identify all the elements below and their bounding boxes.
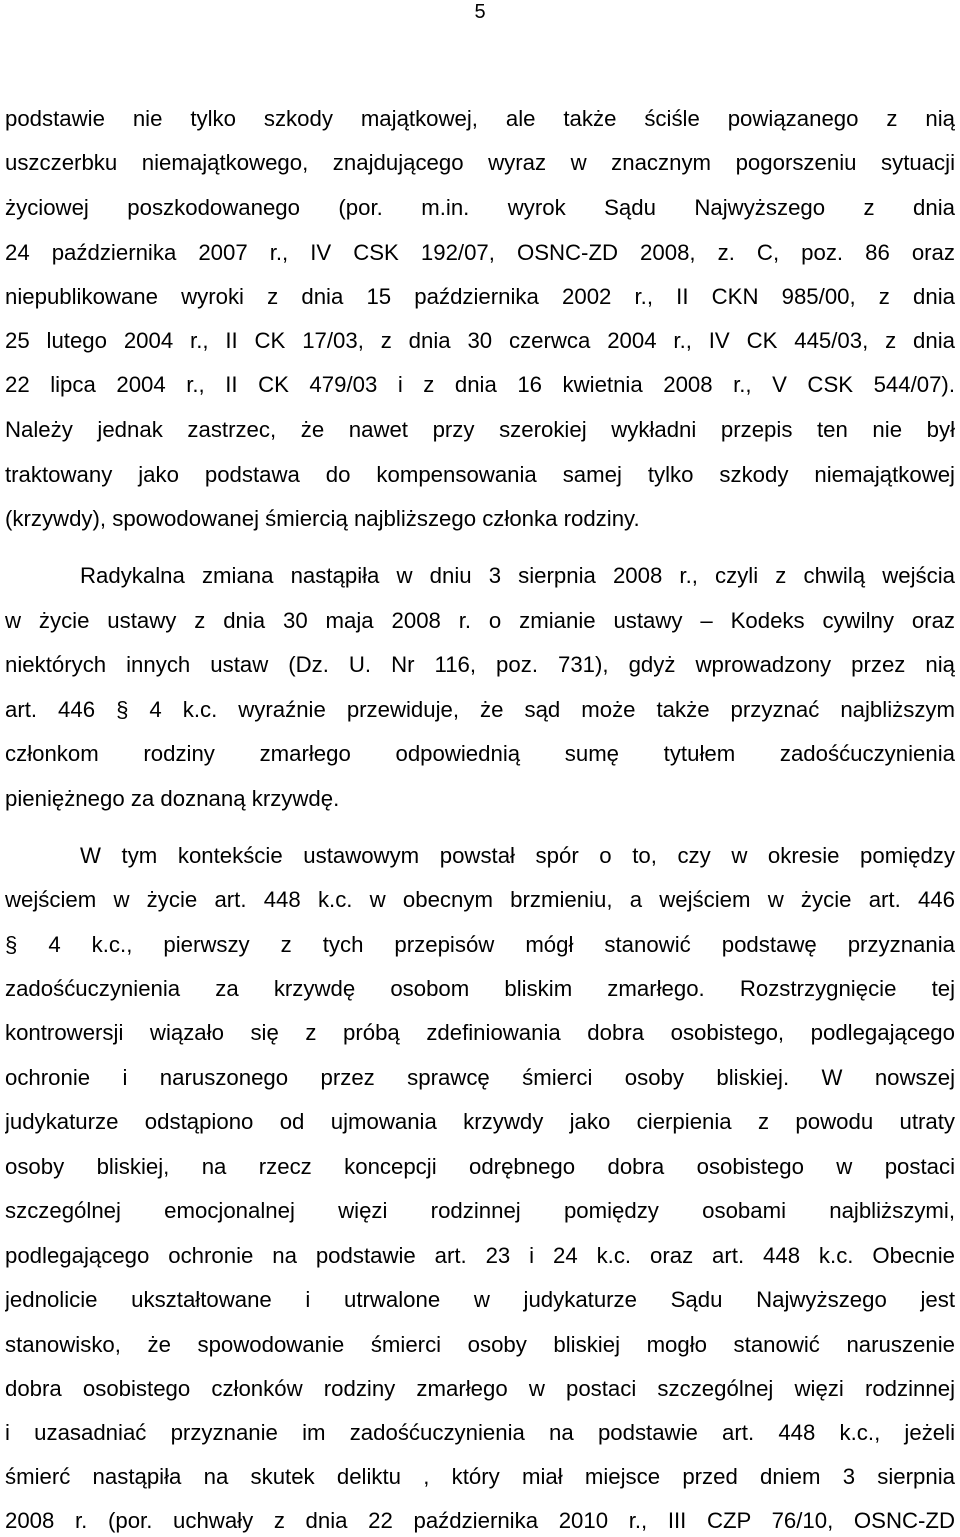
text-line: 25 lutego 2004 r., II CK 17/03, z dnia 30 czerwca 2004 r., IV CK 445/03, z dnia — [5, 328, 955, 353]
text-line: w życie ustawy z dnia 30 maja 2008 r. o zmianie ustawy – Kodeks cywilny oraz — [5, 608, 955, 633]
page-number: 5 — [474, 1, 486, 23]
text-line: osoby bliskiej, na rzecz koncepcji odrębnego dobra osobistego w postaci — [5, 1154, 955, 1179]
text-line: i uzasadniać przyznanie im zadośćuczynienia na podstawie art. 448 k.c., jeżeli — [5, 1420, 955, 1445]
text-line: ochronie i naruszonego przez sprawcę śmierci osoby bliskiej. W nowszej — [5, 1065, 955, 1090]
text-line: niektórych innych ustaw (Dz. U. Nr 116, poz. 731), gdyż wprowadzony przez nią — [5, 652, 955, 677]
text-line: kontrowersji wiązało się z próbą zdefiniowania dobra osobistego, podlegającego — [5, 1020, 955, 1045]
text-line: podlegającego ochronie na podstawie art. 23 i 24 k.c. oraz art. 448 k.c. Obecnie — [5, 1243, 955, 1268]
text-line: jednolicie ukształtowane i utrwalone w judykaturze Sądu Najwyższego jest — [5, 1287, 955, 1312]
text-line: podstawie nie tylko szkody majątkowej, ale także ściśle powiązanego z nią — [5, 106, 955, 131]
text-line: szczególnej emocjonalnej więzi rodzinnej pomiędzy osobami najbliższymi, — [5, 1198, 955, 1223]
text-line: stanowisko, że spowodowanie śmierci osoby bliskiej mogło stanowić naruszenie — [5, 1332, 955, 1357]
text-line: 22 lipca 2004 r., II CK 479/03 i z dnia 16 kwietnia 2008 r., V CSK 544/07). — [5, 372, 955, 397]
text-line: judykaturze odstąpiono od ujmowania krzywdy jako cierpienia z powodu utraty — [5, 1109, 955, 1134]
text-line: 2008 r. (por. uchwały z dnia 22 października 2010 r., III CZP 76/10, OSNC-ZD — [5, 1508, 955, 1533]
text-line: wejściem w życie art. 448 k.c. w obecnym brzmieniu, a wejściem w życie art. 446 — [5, 887, 955, 912]
paragraph-first-line: Radykalna zmiana nastąpiła w dniu 3 sierpnia 2008 r., czyli z chwilą wejścia — [80, 563, 955, 588]
text-line: pieniężnego za doznaną krzywdę. — [5, 786, 340, 811]
text-line: niepublikowane wyroki z dnia 15 października 2002 r., II CKN 985/00, z dnia — [5, 284, 955, 309]
text-line: art. 446 § 4 k.c. wyraźnie przewiduje, że sąd może także przyznać najbliższym — [5, 697, 955, 722]
text-line: traktowany jako podstawa do kompensowania samej tylko szkody niemajątkowej — [5, 462, 955, 487]
text-line: dobra osobistego członków rodziny zmarłego w postaci szczególnej więzi rodzinnej — [5, 1376, 955, 1401]
text-line: (krzywdy), spowodowanej śmiercią najbliższego członka rodziny. — [5, 506, 640, 531]
text-line: śmierć nastąpiła na skutek deliktu , który miał miejsce przed dniem 3 sierpnia — [5, 1464, 955, 1489]
text-line: życiowej poszkodowanego (por. m.in. wyrok Sądu Najwyższego z dnia — [5, 195, 955, 220]
text-line: Należy jednak zastrzec, że nawet przy szerokiej wykładni przepis ten nie był — [5, 417, 955, 442]
text-line: uszczerbku niemajątkowego, znajdującego wyraz w znacznym pogorszeniu sytuacji — [5, 150, 955, 175]
paragraph-first-line: W tym kontekście ustawowym powstał spór o to, czy w okresie pomiędzy — [80, 843, 955, 868]
text-line: członkom rodziny zmarłego odpowiednią sumę tytułem zadośćuczynienia — [5, 741, 955, 766]
text-line: 24 października 2007 r., IV CSK 192/07, OSNC-ZD 2008, z. C, poz. 86 oraz — [5, 240, 955, 265]
text-line: § 4 k.c., pierwszy z tych przepisów mógł stanowić podstawę przyznania — [5, 932, 955, 957]
text-line: zadośćuczynienia za krzywdę osobom bliskim zmarłego. Rozstrzygnięcie tej — [5, 976, 955, 1001]
